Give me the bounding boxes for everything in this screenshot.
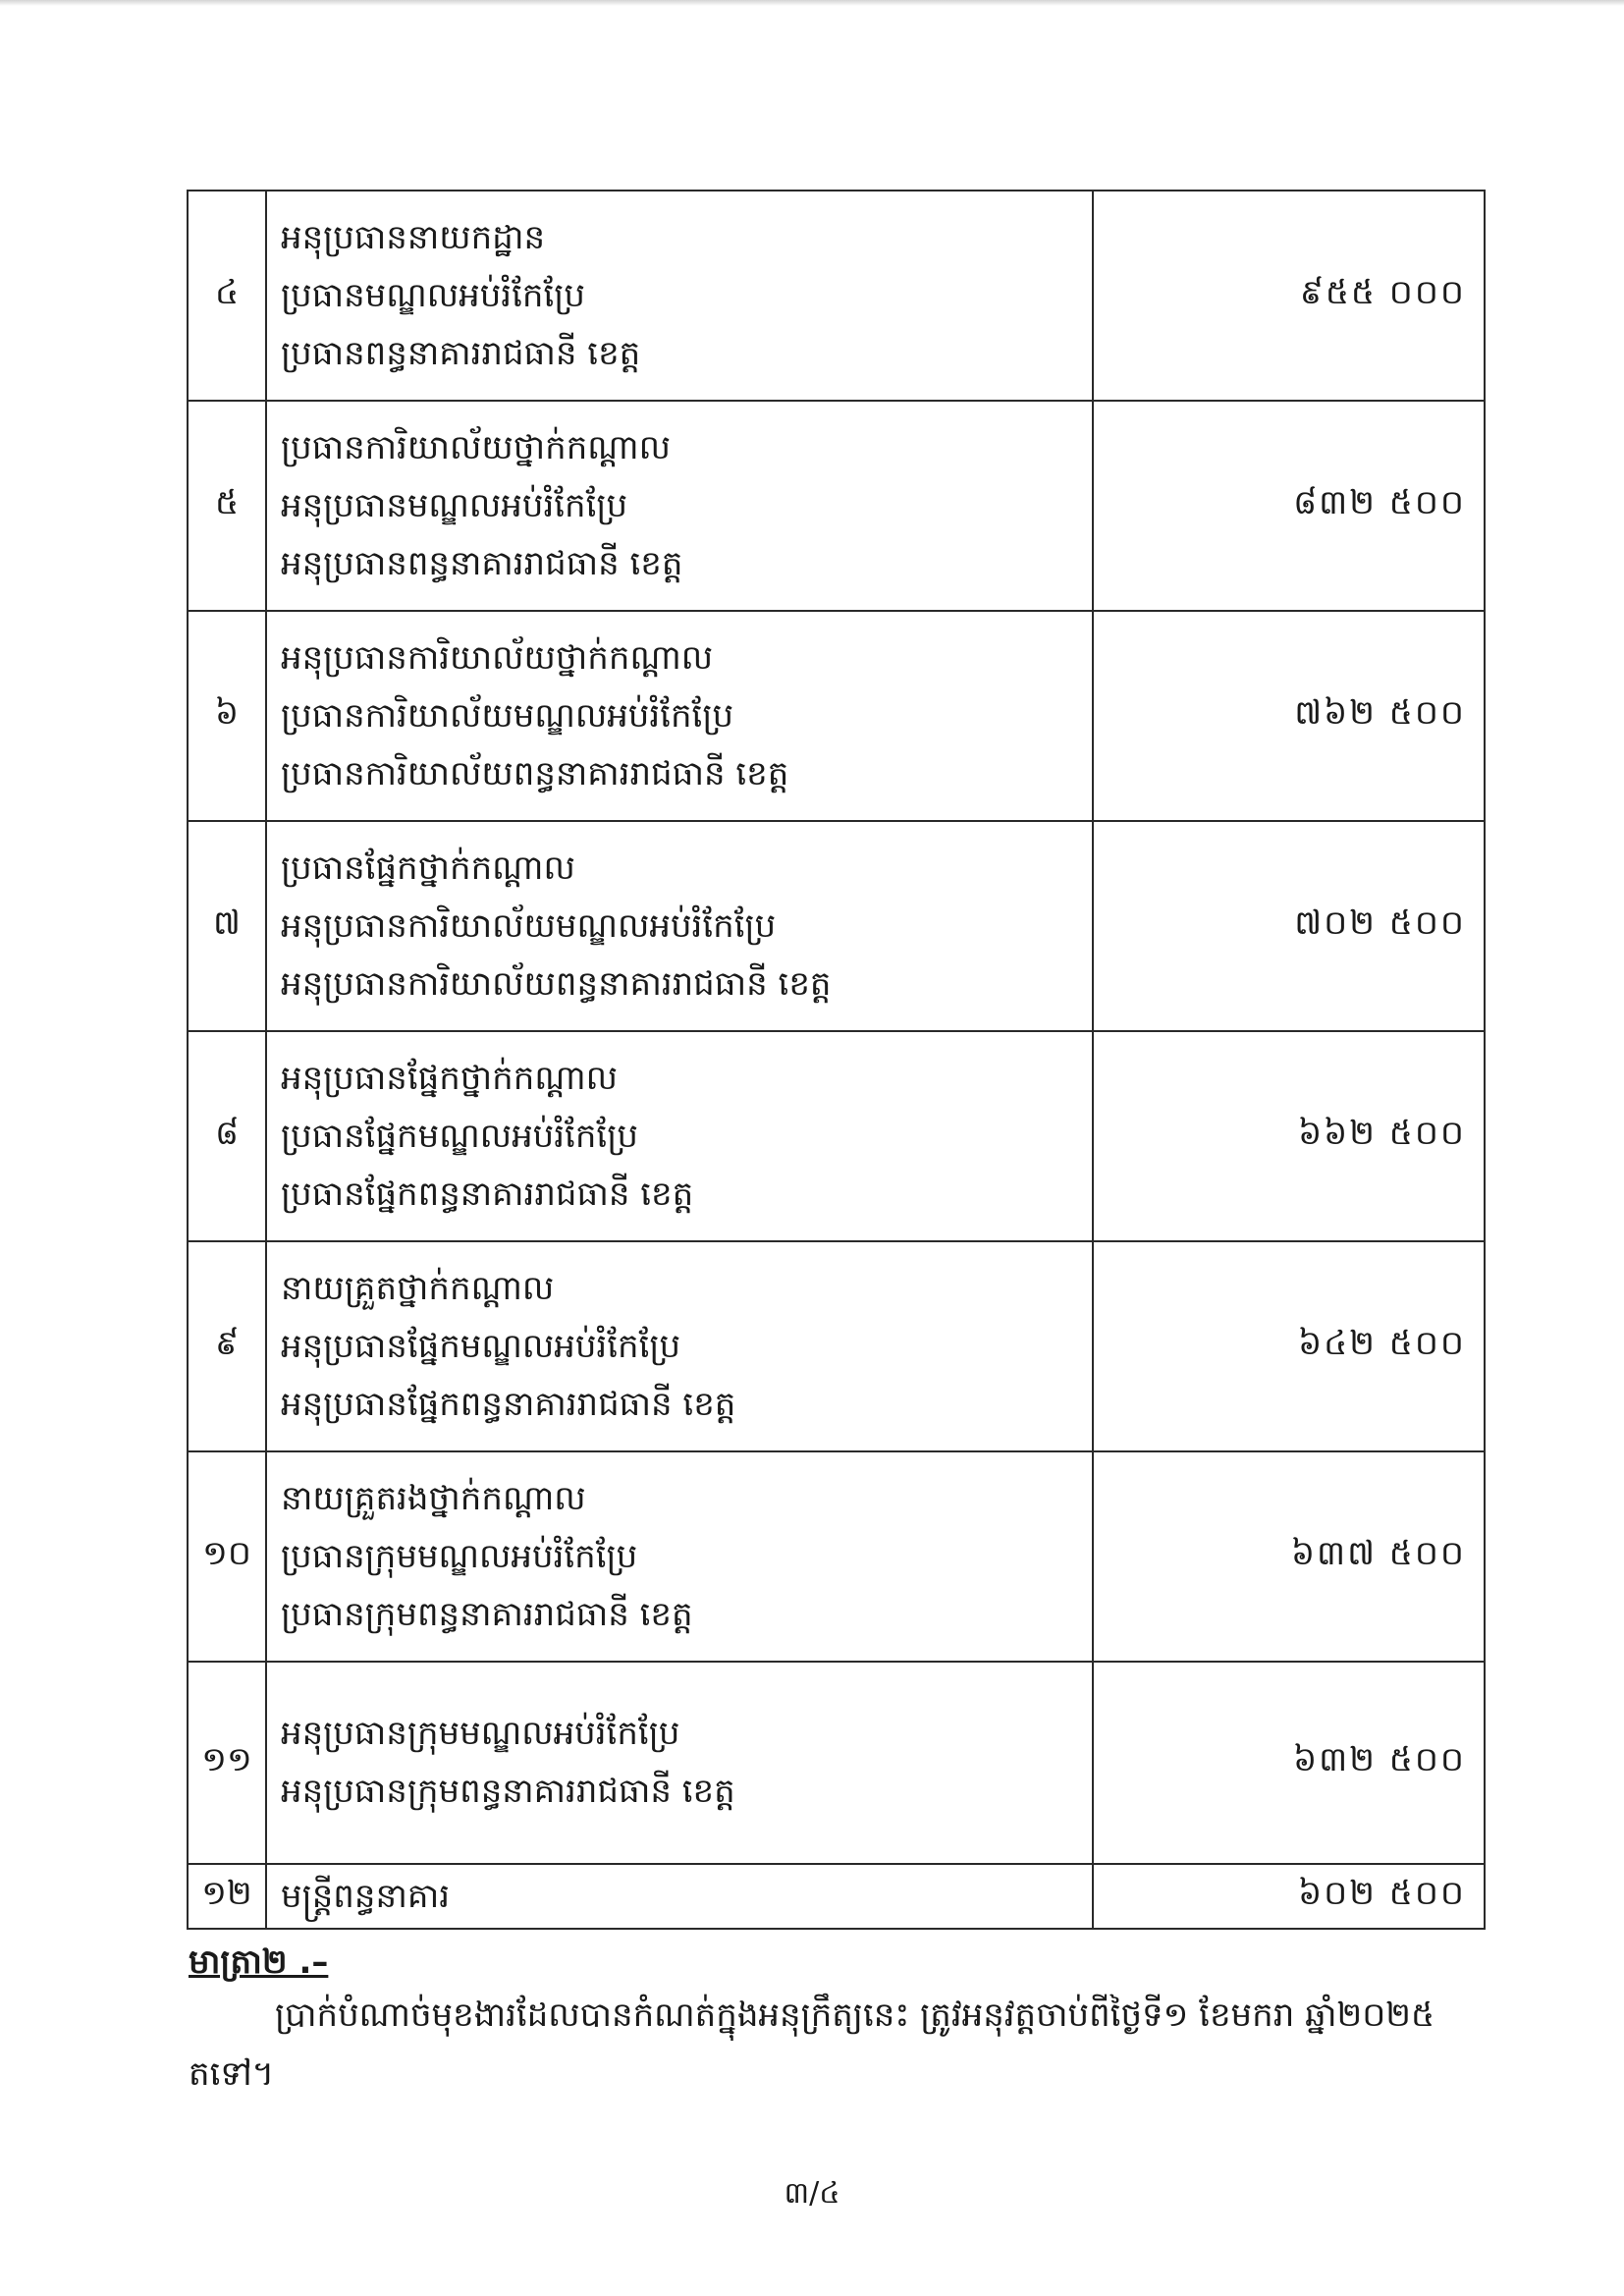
table-row	[188, 1031, 1485, 1241]
position-cell	[266, 1451, 1093, 1662]
position-cell	[266, 1662, 1093, 1864]
row-number: ៤	[188, 191, 266, 401]
position-title: ប្រធានផ្នែកពន្ធនាគាររាជធានី ខេត្ត	[281, 1174, 694, 1214]
position-cell	[266, 611, 1093, 821]
row-number: ៦	[188, 611, 266, 821]
table-row	[188, 1451, 1485, 1662]
position-cell	[266, 401, 1093, 611]
table-row	[188, 1864, 1485, 1929]
position-title: ប្រធានការិយាល័យថ្នាក់កណ្ដាល	[281, 427, 671, 467]
position-title: អនុប្រធានផ្នែកពន្ធនាគាររាជធានី ខេត្ត	[281, 1384, 736, 1424]
position-title: អនុប្រធានការិយាល័យពន្ធនាគាររាជធានី ខេត្ត	[281, 963, 832, 1004]
row-number: ១០	[188, 1451, 266, 1662]
article-2-body-line-2: តទៅ។	[189, 2054, 275, 2094]
position-title: អនុប្រធានពន្ធនាគាររាជធានី ខេត្ត	[281, 543, 683, 583]
position-title: អនុប្រធានក្រុមពន្ធនាគាររាជធានី ខេត្ត	[281, 1772, 735, 1811]
table-row	[188, 611, 1485, 821]
allowance-amount: ៦៣៧ ៥០០	[1093, 1451, 1485, 1662]
position-title: មន្ត្រីពន្ធនាគារ	[281, 1876, 450, 1916]
position-title: នាយគ្រួតរងថ្នាក់កណ្ដាល	[281, 1478, 586, 1518]
position-title: អនុប្រធានការិយាល័យថ្នាក់កណ្ដាល	[281, 637, 714, 678]
row-number: ៨	[188, 1031, 266, 1241]
position-title: ប្រធានមណ្ឌលអប់រំកែប្រែ	[281, 275, 585, 315]
page-number: ៣/៤	[784, 2176, 840, 2211]
table-row	[188, 1241, 1485, 1451]
position-title: ប្រធានការិយាល័យពន្ធនាគាររាជធានី ខេត្ត	[281, 753, 789, 793]
article-2-body-line-1: ប្រាក់បំណាច់មុខងារដែលបានកំណត់ក្នុងអនុក្រឹត្យនេះ ត្រូវអនុវត្តចាប់ពីថ្ងៃទី១ ខែមករា ឆ្នាំ២០២៥	[275, 1995, 1435, 2035]
position-cell	[266, 1031, 1093, 1241]
allowance-amount: ៧០២ ៥០០	[1093, 821, 1485, 1031]
allowance-table	[187, 190, 1486, 1930]
position-title: អនុប្រធានការិយាល័យមណ្ឌលអប់រំកែប្រែ	[281, 905, 777, 946]
row-number: ៧	[188, 821, 266, 1031]
row-number: ៩	[188, 1241, 266, 1451]
article-2-heading: មាត្រា២ .–	[189, 1942, 329, 1982]
position-cell	[266, 1864, 1093, 1929]
allowance-amount: ៦៤២ ៥០០	[1093, 1241, 1485, 1451]
position-title: អនុប្រធានផ្នែកថ្នាក់កណ្ដាល	[281, 1058, 618, 1098]
position-title: អនុប្រធានក្រុមមណ្ឌលអប់រំកែប្រែ	[281, 1714, 680, 1753]
article-2-body	[189, 1986, 1465, 2104]
row-number: ១២	[188, 1864, 266, 1929]
allowance-amount: ៨៣២ ៥០០	[1093, 401, 1485, 611]
position-cell	[266, 1241, 1093, 1451]
allowance-table-body	[188, 191, 1485, 1929]
table-row	[188, 821, 1485, 1031]
position-title: ប្រធានក្រុមពន្ធនាគាររាជធានី ខេត្ត	[281, 1594, 693, 1634]
position-cell	[266, 191, 1093, 401]
table-row	[188, 191, 1485, 401]
position-title: ប្រធានផ្នែកមណ្ឌលអប់រំកែប្រែ	[281, 1116, 638, 1156]
position-title: ប្រធានការិយាល័យមណ្ឌលអប់រំកែប្រែ	[281, 695, 734, 736]
allowance-amount: ៩៥៥ ០០០	[1093, 191, 1485, 401]
allowance-amount: ៦៣២ ៥០០	[1093, 1662, 1485, 1864]
position-title: ប្រធានក្រុមមណ្ឌលអប់រំកែប្រែ	[281, 1536, 638, 1576]
table-row	[188, 1662, 1485, 1864]
table-row	[188, 401, 1485, 611]
row-number: ១១	[188, 1662, 266, 1864]
row-number: ៥	[188, 401, 266, 611]
allowance-amount: ៦០២ ៥០០	[1093, 1864, 1485, 1929]
position-cell	[266, 821, 1093, 1031]
allowance-amount: ៦៦២ ៥០០	[1093, 1031, 1485, 1241]
position-title: ប្រធានពន្ធនាគាររាជធានី ខេត្ត	[281, 333, 641, 373]
position-title: ប្រធានផ្នែកថ្នាក់កណ្ដាល	[281, 847, 575, 888]
position-title: អនុប្រធានមណ្ឌលអប់រំកែប្រែ	[281, 485, 628, 525]
position-title: អនុប្រធាននាយកដ្ឋាន	[281, 217, 546, 257]
page-top-edge	[0, 0, 1624, 6]
position-title: នាយគ្រួតថ្នាក់កណ្ដាល	[281, 1268, 555, 1308]
position-title: អនុប្រធានផ្នែកមណ្ឌលអប់រំកែប្រែ	[281, 1326, 681, 1366]
allowance-amount: ៧៦២ ៥០០	[1093, 611, 1485, 821]
